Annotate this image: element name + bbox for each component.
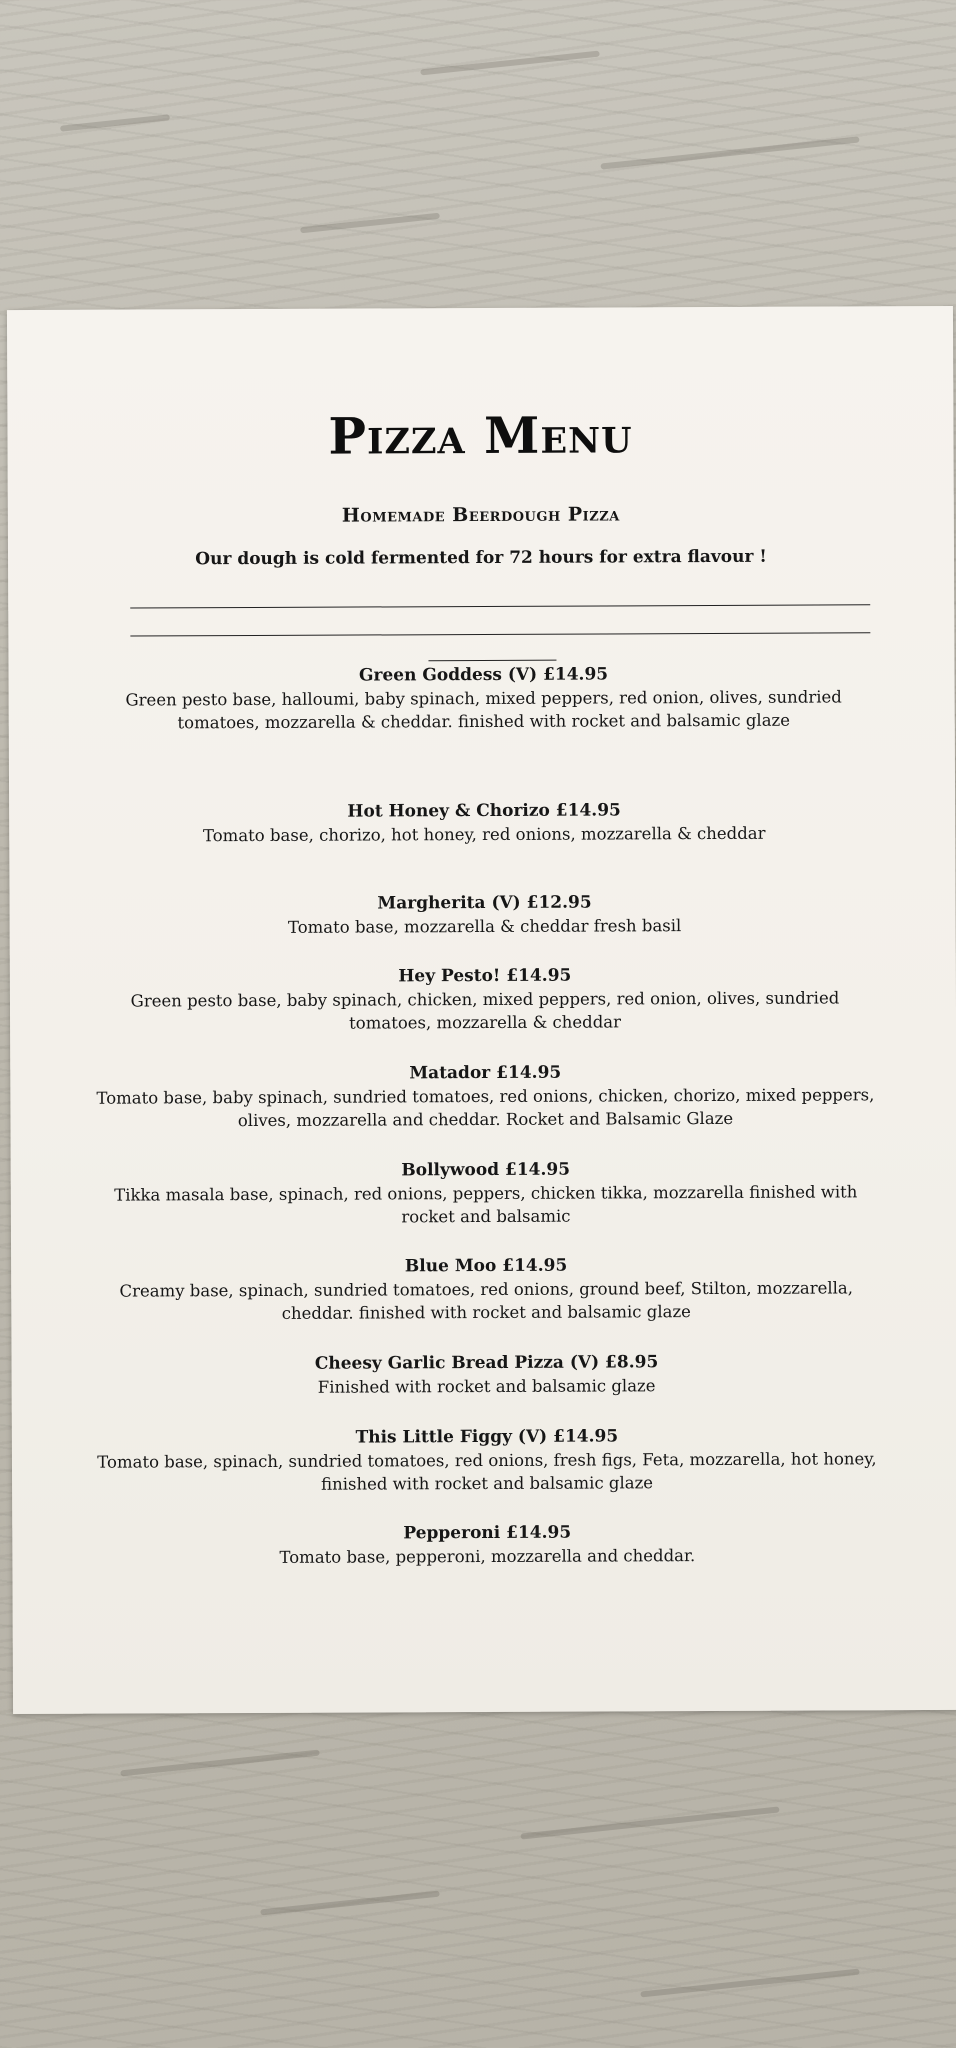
item-description: Tikka masala base, spinach, red onions, peppers, chicken tikka, mozzarella finished with rocket and balsamic xyxy=(114,1182,858,1227)
item-name: Blue Moo £14.95 xyxy=(404,1255,568,1277)
item-description: Finished with rocket and balsamic glaze xyxy=(317,1376,656,1397)
item-name: Matador £14.95 xyxy=(409,1062,562,1084)
item-name: Margherita (V) £12.95 xyxy=(377,892,592,914)
item-name: Bollywood £14.95 xyxy=(401,1159,571,1181)
divider-line xyxy=(130,632,870,636)
item-description: Creamy base, spinach, sundried tomatoes, red onions, ground beef, Stilton, mozzarella, cheddar. finished with rocket and balsamic glaze xyxy=(119,1278,854,1323)
item-description: Green pesto base, halloumi, baby spinach, mixed peppers, red onion, olives, sundried tomatoes, mozzarella & cheddar. finished with rocket and balsamic glaze xyxy=(125,687,842,733)
floor-grain xyxy=(420,51,600,76)
item-name: Green Goddess (V) £14.95 xyxy=(358,664,609,686)
item-description: Tomato base, pepperoni, mozzarella and cheddar. xyxy=(279,1546,696,1567)
menu-item xyxy=(78,661,888,735)
item-name: Hey Pesto! £14.95 xyxy=(398,965,572,987)
item-name: Cheesy Garlic Bread Pizza (V) £8.95 xyxy=(314,1352,659,1374)
floor-grain xyxy=(60,114,170,131)
floor-grain xyxy=(120,1750,320,1777)
floor-grain xyxy=(300,213,440,234)
menu-item xyxy=(82,1519,892,1570)
item-description: Tomato base, spinach, sundried tomatoes, red onions, fresh figs, Feta, mozzarella, hot honey, finished with rocket and balsamic glaze xyxy=(97,1449,877,1494)
item-name: This Little Figgy (V) £14.95 xyxy=(355,1426,619,1448)
item-description: Green pesto base, baby spinach, chicken, mixed peppers, red onion, olives, sundried tomatoes, mozzarella & cheddar xyxy=(130,988,840,1033)
menu-tagline: Our dough is cold fermented for 72 hours for extra flavour ! xyxy=(195,546,767,570)
menu-item xyxy=(81,1349,891,1400)
item-description: Tomato base, baby spinach, sundried tomatoes, red onions, chicken, chorizo, mixed peppers, olives, mozzarella and cheddar. Rocket and Balsamic Glaze xyxy=(96,1085,875,1131)
menu-title: Pizza Menu xyxy=(328,405,633,466)
menu-item xyxy=(80,1059,890,1133)
menu-item xyxy=(79,889,889,940)
floor-grain xyxy=(260,1891,440,1916)
floor-grain xyxy=(640,1969,859,1998)
short-divider-line xyxy=(428,660,556,662)
item-name: Hot Honey & Chorizo £14.95 xyxy=(347,800,621,822)
floor-grain xyxy=(520,1806,779,1839)
menu-item xyxy=(80,962,890,1036)
floor-grain xyxy=(600,136,859,169)
divider-line xyxy=(130,604,870,608)
item-description: Tomato base, chorizo, hot honey, red onions, mozzarella & cheddar xyxy=(202,823,766,846)
menu-item xyxy=(81,1156,891,1230)
menu-item xyxy=(82,1423,892,1497)
item-name: Pepperoni £14.95 xyxy=(403,1522,572,1544)
menu-sheet xyxy=(7,306,956,1714)
menu-subtitle: Homemade Beerdough Pizza xyxy=(341,503,620,527)
menu-content xyxy=(7,306,953,1567)
menu-item xyxy=(81,1252,891,1326)
item-description: Tomato base, mozzarella & cheddar fresh basil xyxy=(287,916,682,937)
menu-item xyxy=(79,797,889,848)
